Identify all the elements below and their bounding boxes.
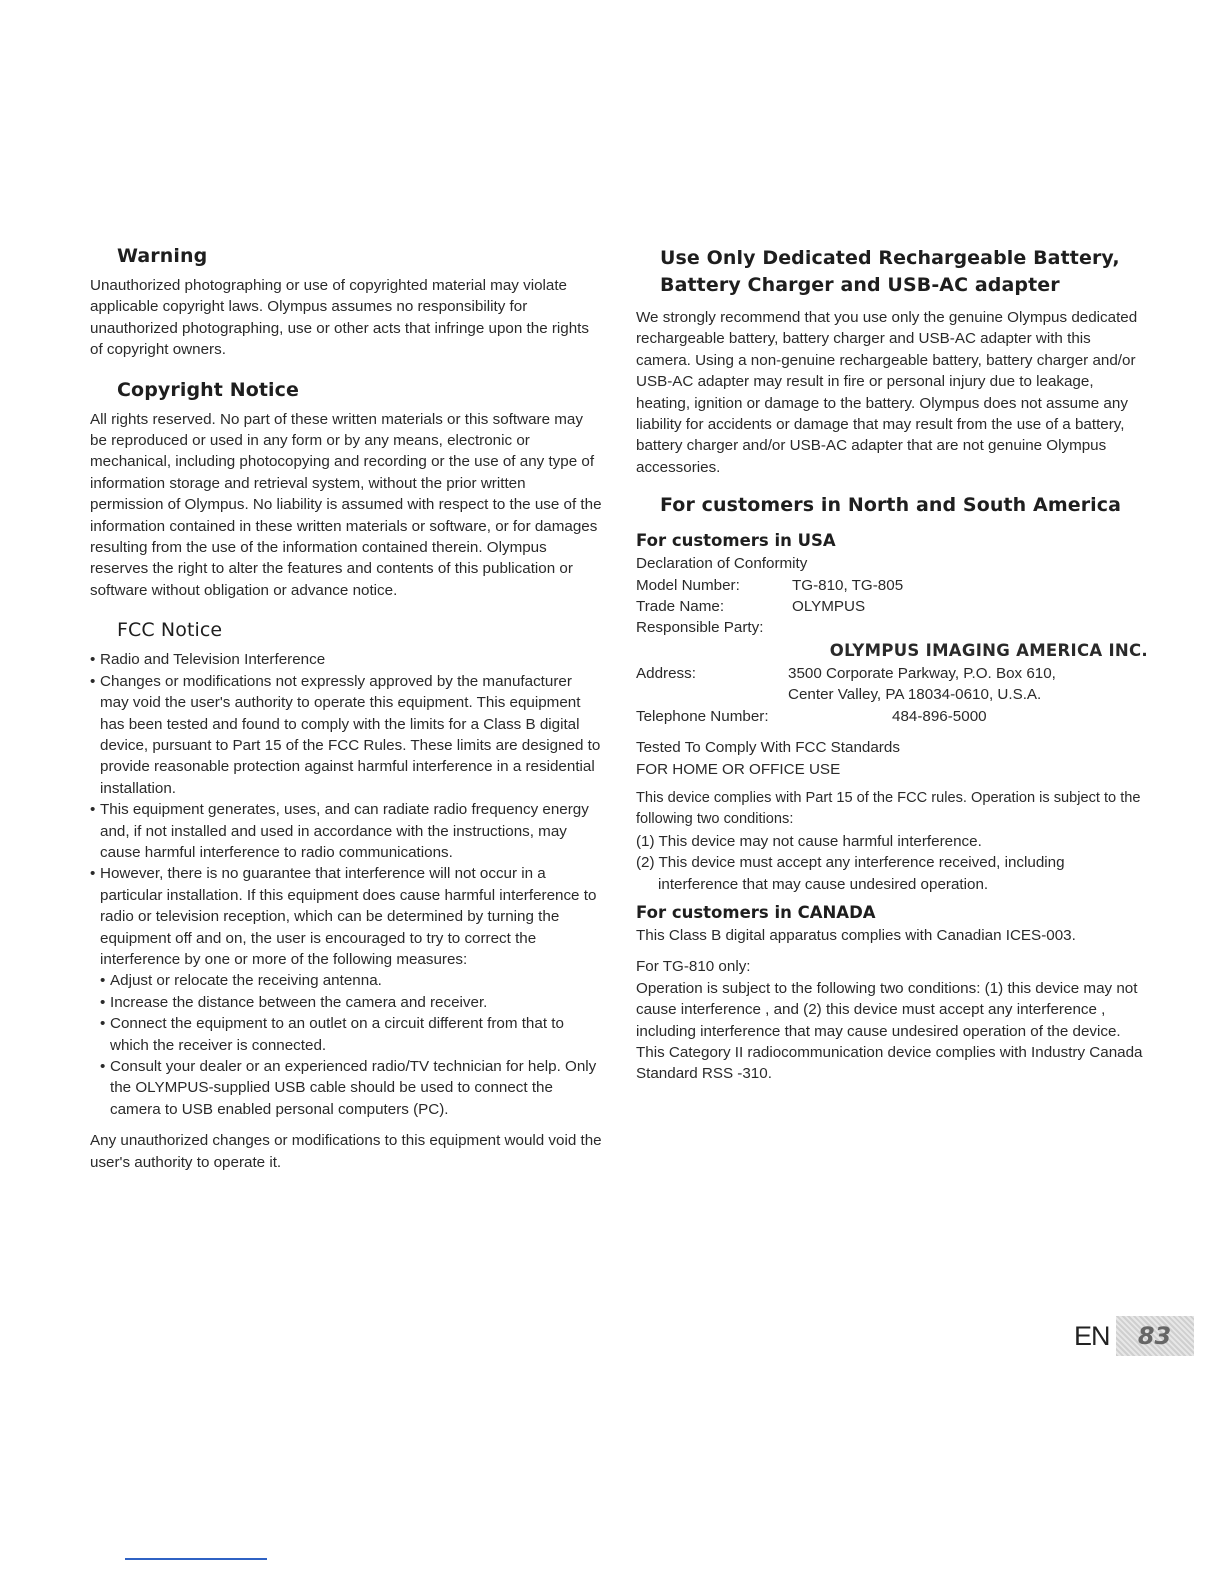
battery-heading	[636, 245, 1148, 299]
fcc-measure: • Connect the equipment to an outlet on a circuit different from that to which the receiver is connected.	[100, 1013, 602, 1056]
fcc-measure: • Increase the distance between the camera and receiver.	[100, 992, 602, 1013]
fcc-measure: • Adjust or relocate the receiving antenna.	[100, 970, 602, 991]
responsible-party-label: Responsible Party:	[636, 619, 764, 637]
right-column	[636, 245, 1148, 1085]
fcc-measures-list	[90, 970, 602, 1120]
battery-heading-line2: Battery Charger and USB-AC adapter	[660, 274, 1060, 296]
conditions-list	[636, 831, 1148, 895]
copyright-heading: Copyright Notice	[117, 378, 299, 401]
usa-heading: For customers in USA	[636, 531, 836, 551]
responsible-party-name: OLYMPUS IMAGING AMERICA INC.	[829, 640, 1148, 660]
fcc-bullet: • However, there is no guarantee that interference will not occur in a particular installation. If this equipment does cause harmful interference to radio or television reception, which can be determined by turning the equipment off and on, the user is encouraged to try to correct the interference by one or more of the following measures:	[90, 863, 602, 970]
model-number-row	[636, 575, 1148, 596]
left-column	[90, 245, 602, 1173]
address-row	[636, 663, 1148, 706]
trade-name-label: Trade Name:	[636, 598, 725, 616]
ices-text: This Class B digital apparatus complies with Canadian ICES-003.	[636, 926, 1076, 944]
fcc-bullet: • Changes or modifications not expressly approved by the manufacturer may void the user's authority to operate this equipment. This equipment has been tested and found to comply with the limits for a Class B digital device, pursuant to Part 15 of the FCC Rules. These limits are designed to provide reasonable protection against harmful interference in a residential installation.	[90, 671, 602, 799]
warning-heading: Warning	[117, 245, 208, 267]
fcc-bullet-list	[90, 649, 602, 970]
telephone-row	[636, 706, 1148, 727]
page-number-box	[1116, 1316, 1194, 1356]
canada-category-text: This Category II radiocommunication device complies with Industry Canada Standard RSS -310.	[636, 1043, 1143, 1083]
canada-heading: For customers in CANADA	[636, 902, 876, 922]
model-number-value: TG-810, TG-805	[792, 576, 904, 594]
trade-name-value: OLYMPUS	[792, 598, 866, 616]
fcc-measure: • Consult your dealer or an experienced radio/TV technician for help. Only the OLYMPUS-supplied USB cable should be used to connect the camera to USB enabled personal computers (PC).	[100, 1056, 602, 1120]
warning-text: Unauthorized photographing or use of copyrighted material may violate applicable copyright laws. Olympus assumes no responsibility for unauthorized photographing, use or other acts that infringe upon the rights of copyright owners.	[90, 277, 589, 359]
condition-item: (2) This device must accept any interference received, including interference that may cause undesired operation.	[636, 854, 1065, 893]
trade-name-row	[636, 596, 1148, 617]
telephone-value: 484-896-5000	[892, 707, 987, 725]
language-code: EN	[1074, 1320, 1110, 1351]
model-number-label: Model Number:	[636, 576, 740, 594]
part15-text: This device complies with Part 15 of the FCC rules. Operation is subject to the following two conditions:	[636, 789, 1141, 828]
fcc-tested-text: Tested To Comply With FCC Standards	[636, 739, 900, 757]
address-line1: 3500 Corporate Parkway, P.O. Box 610,	[788, 664, 1056, 682]
copyright-text: All rights reserved. No part of these written materials or this software may be reproduced or used in any form or by any means, electronic or mechanical, including photocopying and recording or the use of any type of information storage and retrieval system, without the prior written permission of Olympus. No liability is assumed with respect to the use of the information contained in these written materials or software, or for damages resulting from the use of the information contained therein. Olympus reserves the right to alter the features and contents of this publication or software without obligation or advance notice.	[90, 410, 602, 599]
battery-heading-line1: Use Only Dedicated Rechargeable Battery,	[660, 247, 1120, 269]
page-footer	[1074, 1316, 1194, 1356]
canada-operation-text: Operation is subject to the following two conditions: (1) this device may not cause interference , and (2) this device must accept any interference , including interference that may cause undesired operation of the device.	[636, 979, 1138, 1040]
fcc-bullet: • Radio and Television Interference	[90, 649, 602, 670]
address-value	[788, 663, 1056, 706]
condition-item: (1) This device may not cause harmful interference.	[636, 832, 982, 850]
address-label: Address:	[636, 664, 696, 682]
battery-text: We strongly recommend that you use only the genuine Olympus dedicated rechargeable battery, battery charger and USB-AC adapter with this camera. Using a non-genuine rechargeable battery, battery charger and/or USB-AC adapter may result in fire or personal injury due to leakage, heating, ignition or damage to the battery. Olympus does not assume any liability for accidents or damage that may result from the use of a battery, battery charger and/or USB-AC adapter that are not genuine Olympus accessories.	[636, 309, 1138, 476]
fcc-bullet: • This equipment generates, uses, and can radiate radio frequency energy and, if not installed and used in accordance with the instructions, may cause harmful interference to radio communications.	[90, 799, 602, 863]
fcc-heading: FCC Notice	[117, 619, 223, 642]
declaration-text: Declaration of Conformity	[636, 555, 808, 573]
americas-heading: For customers in North and South America	[660, 494, 1122, 517]
page-number: 83	[1137, 1322, 1172, 1350]
fcc-closing-text: Any unauthorized changes or modifications to this equipment would void the user's authority to operate it.	[90, 1132, 602, 1171]
address-line2: Center Valley, PA 18034-0610, U.S.A.	[788, 686, 1042, 704]
home-office-text: FOR HOME OR OFFICE USE	[636, 760, 841, 778]
tg810-only-text: For TG-810 only:	[636, 958, 751, 976]
bottom-divider-line	[125, 1558, 267, 1560]
telephone-label: Telephone Number:	[636, 707, 769, 725]
